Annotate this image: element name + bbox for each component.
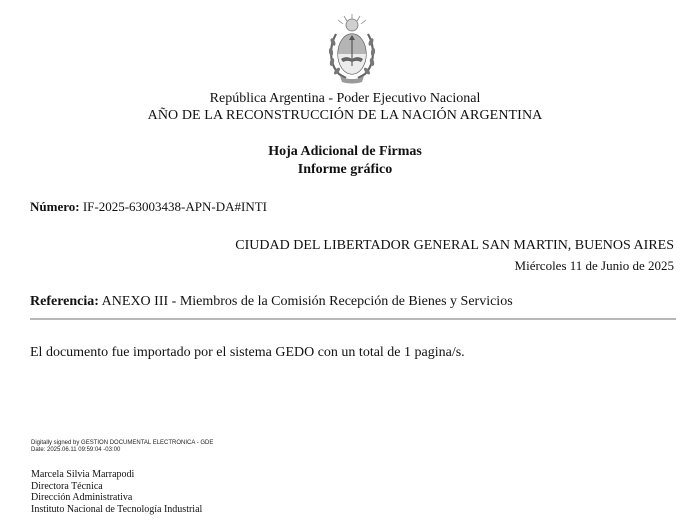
digital-signature-stamp [31, 440, 213, 454]
signer-department: Dirección Administrativa [31, 492, 133, 503]
document-reference [30, 294, 513, 310]
document-number-value: IF-2025-63003438-APN-DA#INTI [82, 199, 267, 214]
document-number [30, 199, 267, 215]
signer-institution: Instituto Nacional de Tecnología Industrial [31, 503, 203, 515]
argentina-coat-of-arms-icon [326, 12, 378, 88]
section-divider [30, 318, 676, 320]
signer-position: Directora Técnica [31, 480, 103, 492]
document-body-text: El documento fue importado por el sistema GEDO con un total de 1 pagina/s. [30, 345, 465, 360]
document-title: Hoja Adicional de Firmas [268, 144, 422, 159]
document-subtitle: Informe gráfico [297, 162, 393, 177]
document-date: Miércoles 11 de Junio de 2025 [514, 258, 674, 273]
signer-name: Marcela Silvia Marrapodi [31, 469, 135, 480]
digital-signature-signed-by: Digitally signed by GESTION DOCUMENTAL ELECTRONICA - GDE [31, 440, 214, 446]
reference-value: ANEXO III - Miembros de la Comisión Recepción de Bienes y Servicios [101, 294, 513, 309]
header-year-motto: AÑO DE LA RECONSTRUCCIÓN DE LA NACIÓN ARGENTINA [147, 108, 543, 123]
signer-block [31, 469, 202, 515]
header-government-line: República Argentina - Poder Ejecutivo Nacional [209, 91, 481, 106]
document-city: CIUDAD DEL LIBERTADOR GENERAL SAN MARTIN, BUENOS AIRES [235, 238, 674, 253]
document-number-label: Número: [30, 199, 80, 214]
reference-label: Referencia: [30, 294, 99, 309]
digital-signature-date: Date: 2025.06.11 09:59:04 -03:00 [31, 447, 121, 453]
